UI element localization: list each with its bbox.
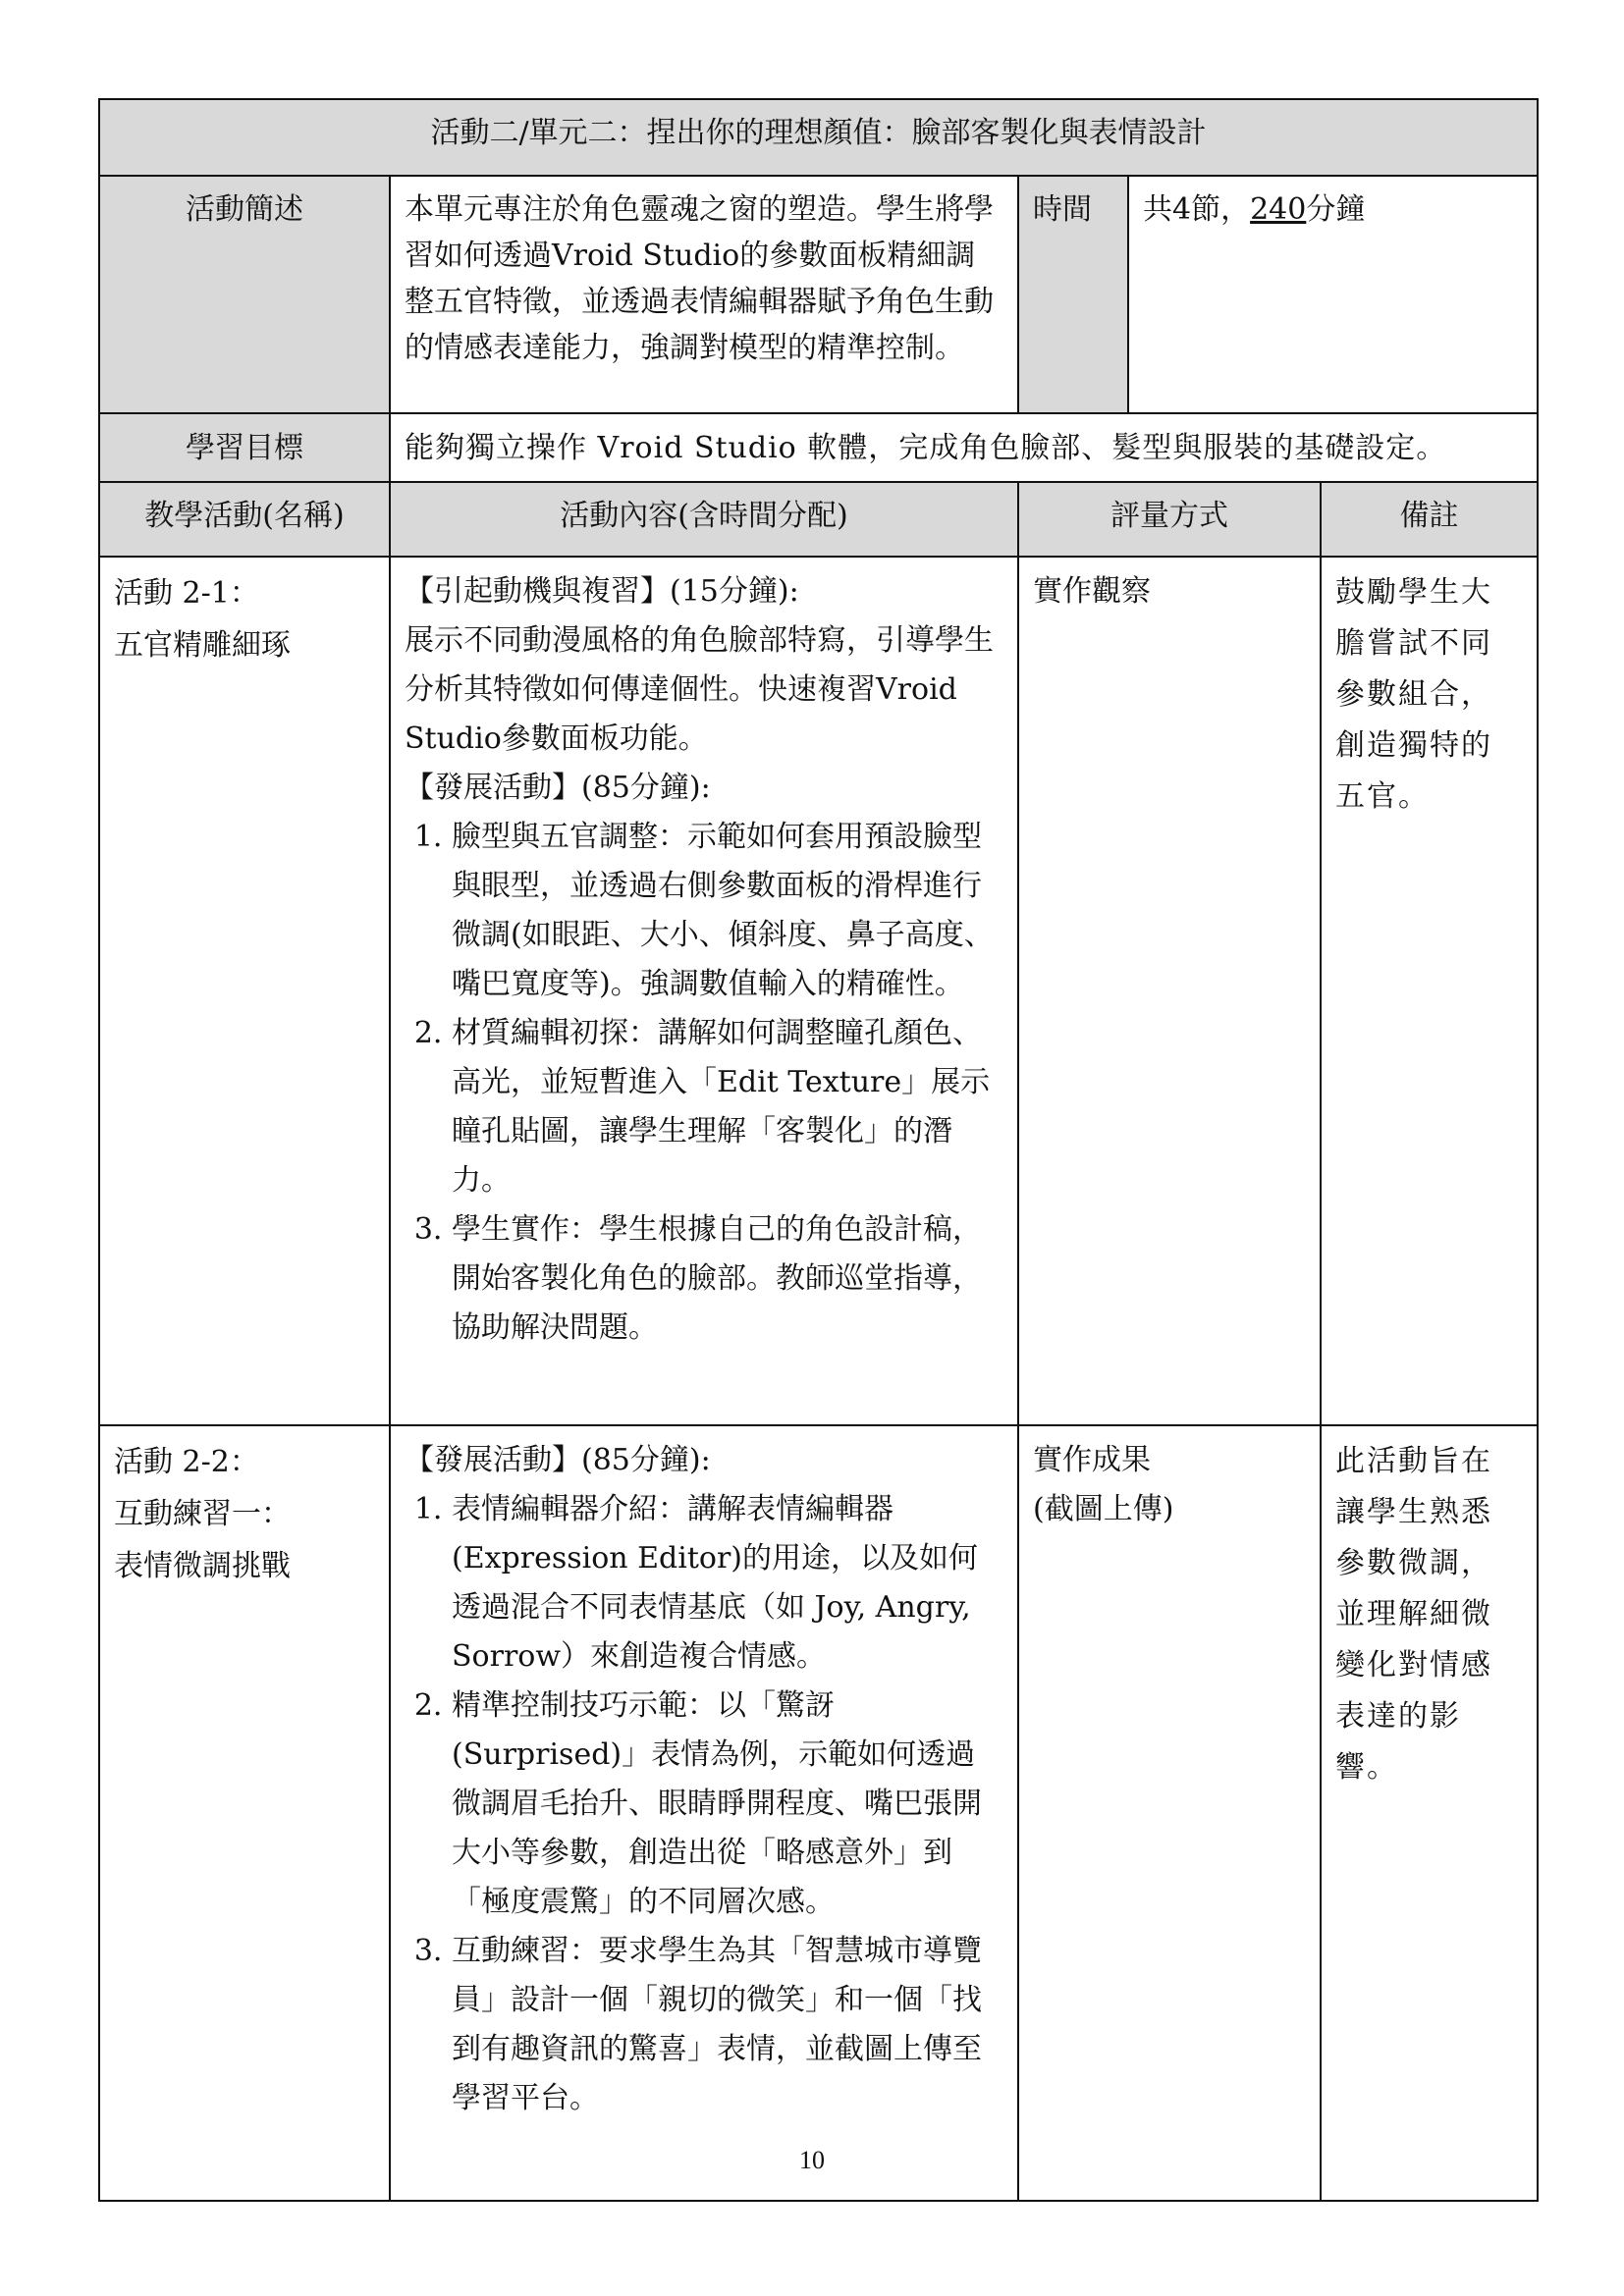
summary-label: 活動簡述 — [99, 176, 390, 413]
activity-name-line: 互動練習一： — [114, 1497, 291, 1531]
activity-row — [99, 557, 1538, 1425]
activity-name-cell — [99, 557, 390, 1425]
time-suffix: 分鐘 — [1306, 192, 1366, 227]
assessment-cell — [1018, 557, 1321, 1425]
summary-text: 本單元專注於角色靈魂之窗的塑造。學生將學習如何透過Vroid Studio的參數面板精細調整五官特徵，並透過表情編輯器賦予角色生動的情感表達能力，強調對模型的精準控制。 — [390, 176, 1018, 413]
assessment-cell — [1018, 1425, 1321, 2201]
time-minutes: 240 — [1250, 192, 1307, 227]
activity-content-cell — [390, 1425, 1018, 2201]
activity-name-line: 表情微調挑戰 — [114, 1549, 291, 1583]
section-title: 【引起動機與複習】(15分鐘): — [405, 574, 799, 609]
objective-text: 能夠獨立操作 Vroid Studio 軟體，完成角色臉部、髮型與服裝的基礎設定。 — [390, 413, 1538, 482]
section-title: 【發展活動】(85分鐘): — [405, 771, 711, 805]
step-item: 3. 學生實作：學生根據自己的角色設計稿，開始客製化角色的臉部。教師巡堂指導，協助解決問題。 — [452, 1205, 1003, 1353]
activity-name-line: 活動 2-1： — [114, 576, 259, 611]
notes-cell: 鼓勵學生大膽嘗試不同參數組合，創造獨特的五官。 — [1321, 557, 1538, 1425]
objective-label: 學習目標 — [99, 413, 390, 482]
page-number: 10 — [799, 2146, 825, 2174]
time-value — [1128, 176, 1538, 413]
header-assessment: 評量方式 — [1018, 482, 1321, 557]
step-item: 1. 表情編輯器介紹：講解表情編輯器(Expression Editor)的用途，以及如何透過混合不同表情基底（如 Joy, Angry, Sorrow）來創造複合情感。 — [452, 1485, 1003, 1682]
step-item: 2. 材質編輯初探：講解如何調整瞳孔顏色、高光，並短暫進入「Edit Texture」展示瞳孔貼圖，讓學生理解「客製化」的潛力。 — [452, 1009, 1003, 1205]
header-activity: 教學活動(名稱) — [99, 482, 390, 557]
section-title: 【發展活動】(85分鐘): — [405, 1443, 711, 1477]
summary-row — [99, 176, 1538, 413]
activity-name-line: 活動 2-2： — [114, 1445, 259, 1479]
step-item: 2. 精準控制技巧示範：以「驚訝(Surprised)」表情為例，示範如何透過微調眉毛抬升、眼睛睜開程度、嘴巴張開大小等參數，創造出從「略感意外」到「極度震驚」的不同層次感。 — [452, 1682, 1003, 1927]
column-header-row — [99, 482, 1538, 557]
header-notes: 備註 — [1321, 482, 1538, 557]
activity-name-cell — [99, 1425, 390, 2201]
notes-cell: 此活動旨在讓學生熟悉參數微調，並理解細微變化對情感表達的影響。 — [1321, 1425, 1538, 2201]
step-item: 1. 臉型與五官調整：示範如何套用預設臉型與眼型，並透過右側參數面板的滑桿進行微調(如眼距、大小、傾斜度、鼻子高度、嘴巴寬度等)。強調數值輸入的精確性。 — [452, 813, 1003, 1009]
objective-row — [99, 413, 1538, 482]
title-row — [99, 99, 1538, 176]
assessment-text: 實作成果 — [1033, 1443, 1151, 1477]
header-content: 活動內容(含時間分配) — [390, 482, 1018, 557]
time-label: 時間 — [1018, 176, 1128, 413]
assessment-text: 實作觀察 — [1033, 574, 1151, 609]
step-item: 3. 互動練習：要求學生為其「智慧城市導覽員」設計一個「親切的微笑」和一個「找到有趣資訊的驚喜」表情，並截圖上傳至學習平台。 — [452, 1927, 1003, 2123]
activity-row — [99, 1425, 1538, 2201]
time-prefix: 共4節， — [1143, 192, 1251, 227]
activity-name-line: 五官精雕細琢 — [114, 628, 291, 663]
unit-title: 活動二/單元二：捏出你的理想顏值：臉部客製化與表情設計 — [99, 99, 1538, 176]
step-list — [405, 1485, 1003, 2123]
step-list — [405, 813, 1003, 1353]
activity-content-cell — [390, 557, 1018, 1425]
section-text: 展示不同動漫風格的角色臉部特寫，引導學生分析其特徵如何傳達個性。快速複習Vroid Studio參數面板功能。 — [405, 623, 994, 756]
lesson-plan-table — [98, 98, 1539, 2202]
assessment-text: (截圖上傳) — [1033, 1492, 1174, 1526]
